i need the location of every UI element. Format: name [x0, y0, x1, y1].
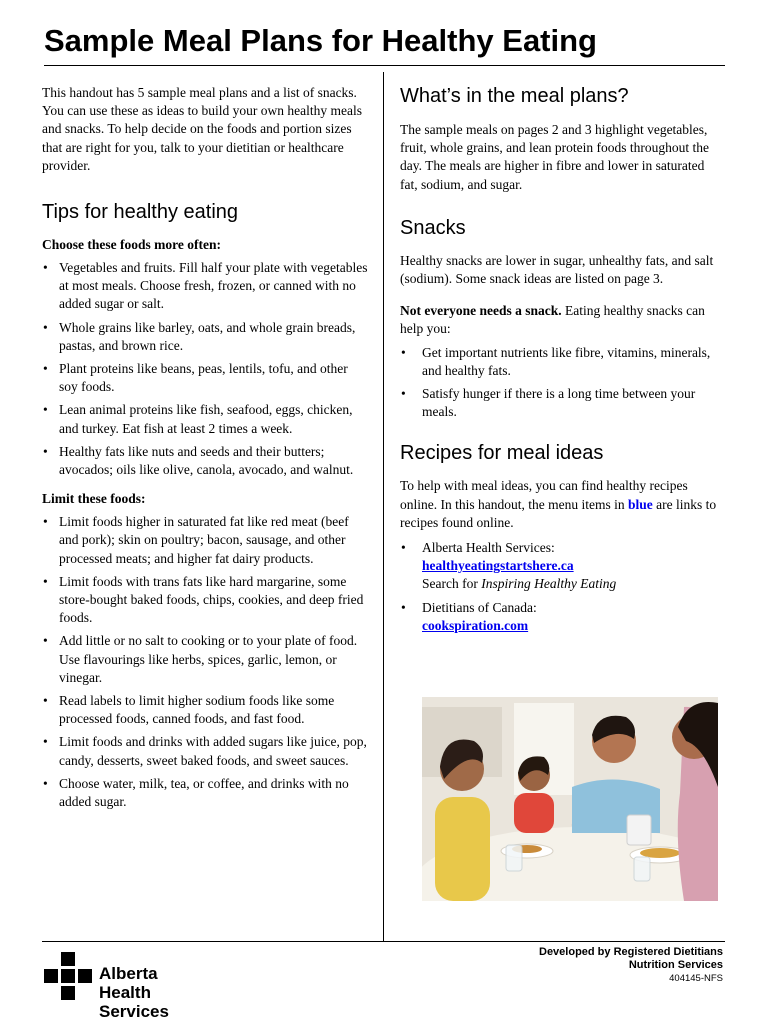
list-item: • Limit foods with trans fats like hard margarine, some store-bought baked foods, chips, cookies, and deep fried foods. [42, 573, 368, 628]
footer-credit [539, 946, 723, 985]
footer-rule [42, 941, 725, 942]
recipes-heading: Recipes for meal ideas [400, 442, 604, 465]
credit-line-2: Nutrition Services [628, 959, 723, 971]
right-column [400, 84, 725, 640]
list-item: • Vegetables and fruits. Fill half your plate with vegetables at most meals. Choose fresh, frozen, or canned with no added sugar or salt. [42, 259, 368, 314]
list-item: • Healthy fats like nuts and seeds and their butters; avocados; oils like olive, canola, avocado, and walnut. [42, 443, 368, 479]
tips-heading: Tips for healthy eating [42, 201, 239, 224]
meal-plans-paragraph: The sample meals on pages 2 and 3 highlight vegetables, fruit, whole grains, and lean protein foods throughout the day. The meals are higher in fibre and lower in saturated fat, sodium, and sugar. [400, 122, 709, 192]
ahs-name: Alberta Health Services: [422, 540, 555, 556]
family-meal-photo [422, 697, 718, 901]
recipes-text-after: are links to recipes found online. [400, 496, 717, 530]
logo-line-2: Services [99, 1002, 169, 1021]
list-item: • Limit foods and drinks with added sugars like juice, pop, candy, desserts, sweet baked foods, and sweet sauces. [42, 733, 368, 769]
list-item: • Limit foods higher in saturated fat like red meat (beef and pork); skin on poultry; bacon, sausage, and other processed meats; and higher fat dairy products. [42, 513, 368, 568]
credit-line-1: Developed by Registered Dietitians [539, 946, 723, 958]
photo-glass [506, 845, 522, 871]
list-item: • Plant proteins like beans, peas, lentils, tofu, and other soy foods. [42, 360, 368, 396]
list-item: • Add little or no salt to cooking or to your plate of food. Use flavourings like herbs, spices, garlic, lemon, or vinegar. [42, 632, 368, 687]
list-item: • Whole grains like barley, oats, and whole grain breads, pastas, and brown rice. [42, 319, 368, 355]
ahs-logo-mark-icon [44, 952, 92, 1000]
recipes-text-before: To help with meal ideas, you can find healthy recipes online. In this handout, the menu items in [400, 478, 688, 512]
column-divider [383, 72, 384, 942]
list-item: • Satisfy hunger if there is a long time between your meals. [400, 385, 725, 421]
ahs-logo-text [99, 964, 214, 1021]
dc-name: Dietitians of Canada: [422, 599, 537, 615]
page-title: Sample Meal Plans for Healthy Eating [44, 23, 597, 58]
photo-child-shirt [514, 793, 554, 833]
list-item-ahs [400, 539, 725, 594]
more-often-list [42, 259, 368, 479]
snacks-heading: Snacks [400, 216, 466, 239]
list-item: • Lean animal proteins like fish, seafood, eggs, chicken, and turkey. Eat fish at least 2 times a week. [42, 401, 368, 437]
photo-glass [634, 857, 650, 881]
title-rule [44, 65, 725, 66]
limit-heading: Limit these foods: [42, 491, 146, 507]
limit-list [42, 513, 368, 811]
ahs-link[interactable]: healthyeatingstartshere.ca [422, 558, 574, 574]
photo-girl-shirt [435, 797, 490, 901]
more-often-heading: Choose these foods more often: [42, 237, 221, 253]
recipe-sources-list [400, 539, 725, 635]
list-item: • Read labels to limit higher sodium foods like some processed foods, canned foods, and fast food. [42, 692, 368, 728]
list-item: • Get important nutrients like fibre, vitamins, minerals, and healthy fats. [400, 344, 725, 380]
list-item-dc [400, 599, 725, 635]
blue-word: blue [627, 496, 653, 512]
snacks-paragraph: Healthy snacks are lower in sugar, unhealthy fats, and salt (sodium). Some snack ideas are listed on page 3. [400, 252, 714, 287]
logo-line-1: Alberta Health [99, 964, 158, 1002]
ahs-search-prefix: Search for [422, 576, 482, 592]
dc-link[interactable]: cookspiration.com [422, 617, 529, 633]
left-column [42, 84, 368, 816]
document-code: 404145-NFS [669, 973, 723, 984]
ahs-search-term: Inspiring Healthy Eating [481, 576, 617, 592]
list-item: • Choose water, milk, tea, or coffee, and drinks with no added sugar. [42, 775, 368, 811]
snack-note-bold: Not everyone needs a snack. [400, 303, 562, 319]
snack-note [400, 302, 725, 338]
photo-phone [627, 815, 651, 845]
snack-note-rest: Eating healthy snacks can help you: [400, 303, 705, 337]
snacks-list [400, 344, 725, 422]
recipes-paragraph [400, 477, 725, 532]
intro-paragraph: This handout has 5 sample meal plans and a list of snacks. You can use these as ideas to build your own healthy meals and snacks. To help decide on the foods and portion sizes that are right for you, talk to your dietitian or healthcare provider. [42, 85, 362, 173]
ahs-logo [44, 952, 214, 1021]
meal-plans-heading: What’s in the meal plans? [400, 85, 629, 107]
